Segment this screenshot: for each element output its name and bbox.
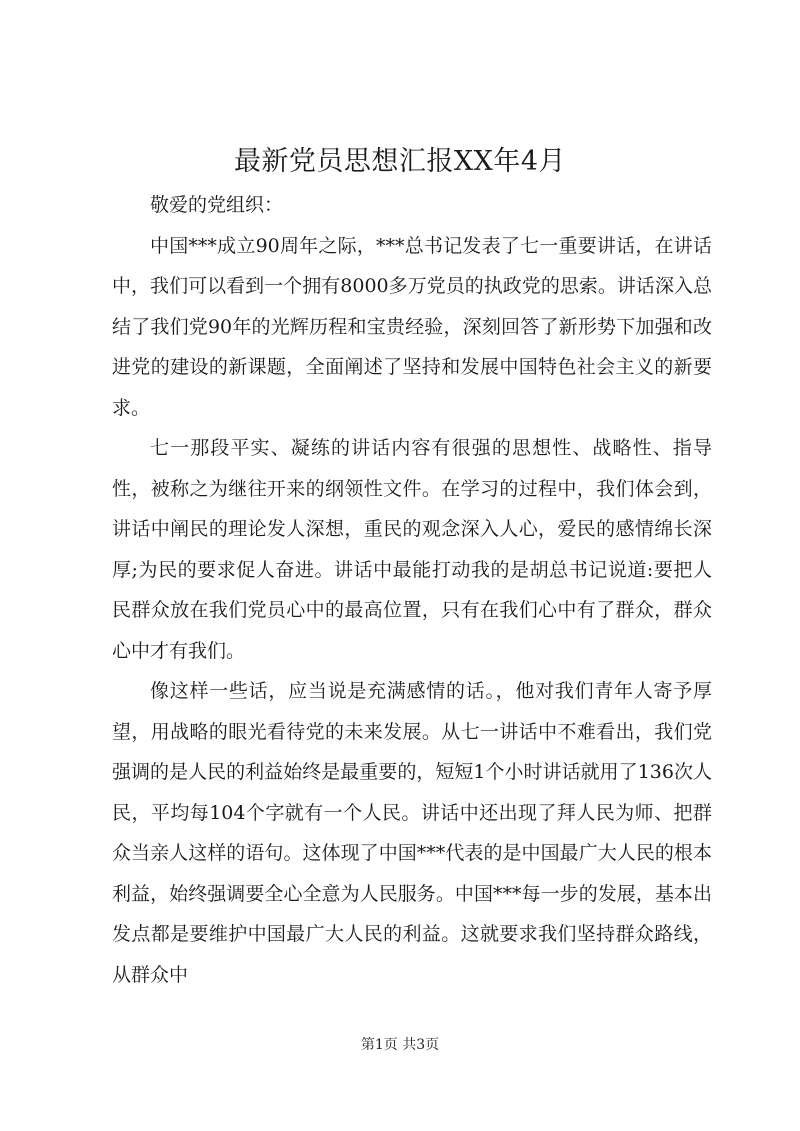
paragraph-2: 七一那段平实、凝练的讲话内容有很强的思想性、战略性、指导性，被称之为继往开来的纲领性文件。在学习的过程中，我们体会到，讲话中阐民的理论发人深想，重民的观念深入人心，爱民的感情绵长深厚;为民的要求促人奋进。讲话中最能打动我的是胡总书记说道:要把人民群众放在我们党员心中的最高位置，只有在我们心中有了群众，群众心中才有我们。 <box>112 437 712 662</box>
page-footer: 第1页 共3页 <box>360 1037 440 1053</box>
paragraph-3: 像这样一些话，应当说是充满感情的话。，他对我们青年人寄予厚望，用战略的眼光看待党的未来发展。从七一讲话中不难看出，我们党强调的是人民的利益始终是最重要的，短短1个小时讲话就用了136次人民，平均每104个字就有一个人民。讲话中还出现了拜人民为师、把群众当亲人这样的语句。这体现了中国***代表的是中国最广大人民的根本利益，始终强调要全心全意为人民服务。中国***每一步的发展，基本出发点都是要维护中国最广大人民的利益。这就要求我们坚持群众路线，从群众中 <box>112 680 712 986</box>
paragraph-1: 中国***成立90周年之际，***总书记发表了七一重要讲话，在讲话中，我们可以看到一个拥有8000多万党员的执政党的思索。讲话深入总结了我们党90年的光辉历程和宝贵经验，深刻回答了新形势下加强和改进党的建设的新课题，全面阐述了坚持和发展中国特色社会主义的新要求。 <box>112 234 712 419</box>
document-body <box>112 185 712 995</box>
page-title: 最新党员思想汇报XX年4月 <box>233 146 567 177</box>
salutation: 敬爱的党组织： <box>150 194 284 216</box>
